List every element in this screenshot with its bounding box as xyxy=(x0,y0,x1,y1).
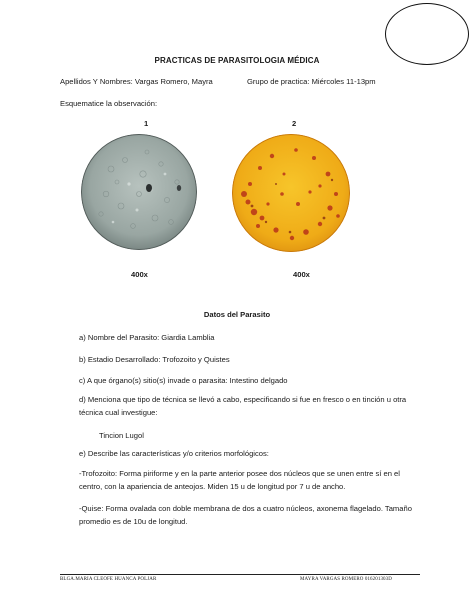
image-1-magnification: 400x xyxy=(131,270,148,279)
image-2-magnification: 400x xyxy=(293,270,310,279)
trofozoito-description: -Trofozoito: Forma piriforme y en la parte anterior posee dos núcleos que se unen entre sí en el centro, con la apariencia de anteojos. Miden 15 u de longitud por 7 u de ancho. xyxy=(79,469,400,491)
footer-student: MAYRA VARGAS ROMERO 016201303D xyxy=(300,577,392,582)
item-a-parasite-name: a) Nombre del Parasito: Giardia Lamblia xyxy=(79,333,215,342)
image-2-number: 2 xyxy=(292,119,297,128)
item-c-organ: c) A que órgano(s) sitio(s) invade o parasita: Intestino delgado xyxy=(79,376,288,385)
item-b-stage: b) Estadio Desarrollado: Trofozoito y Quistes xyxy=(79,355,230,364)
item-d-technique-question: d) Menciona que tipo de técnica se llevó a cabo, especificando si fue en fresco o en tinción u otra técnica cual investigue: xyxy=(79,395,407,417)
footer-divider xyxy=(60,574,420,575)
instruction-text: Esquematice la observación: xyxy=(60,99,158,108)
student-names: Apellidos Y Nombres: Vargas Romero, Mayra xyxy=(60,77,213,86)
image-1-number: 1 xyxy=(144,119,149,128)
microscope-image-2 xyxy=(232,134,350,252)
section-title: Datos del Parasito xyxy=(203,310,271,319)
item-e-morphology: e) Describe las características y/o criterios morfológicos: xyxy=(79,449,269,458)
practice-group: Grupo de practica: Miércoles 11-13pm xyxy=(247,77,376,86)
technique-answer: Tincion Lugol xyxy=(99,431,144,440)
quiste-description: -Quise: Forma ovalada con doble membrana de dos a cuatro núcleos, axonema flagelado. Tamaño promedio es de 10u de longitud. xyxy=(79,504,412,526)
footer-instructor: BLGA.MARIA CLEOFE HUANCA POLJAR xyxy=(60,577,157,582)
microscope-image-1 xyxy=(81,134,197,250)
page-title: PRACTICAS DE PARASITOLOGIA MÉDICA xyxy=(154,56,320,65)
